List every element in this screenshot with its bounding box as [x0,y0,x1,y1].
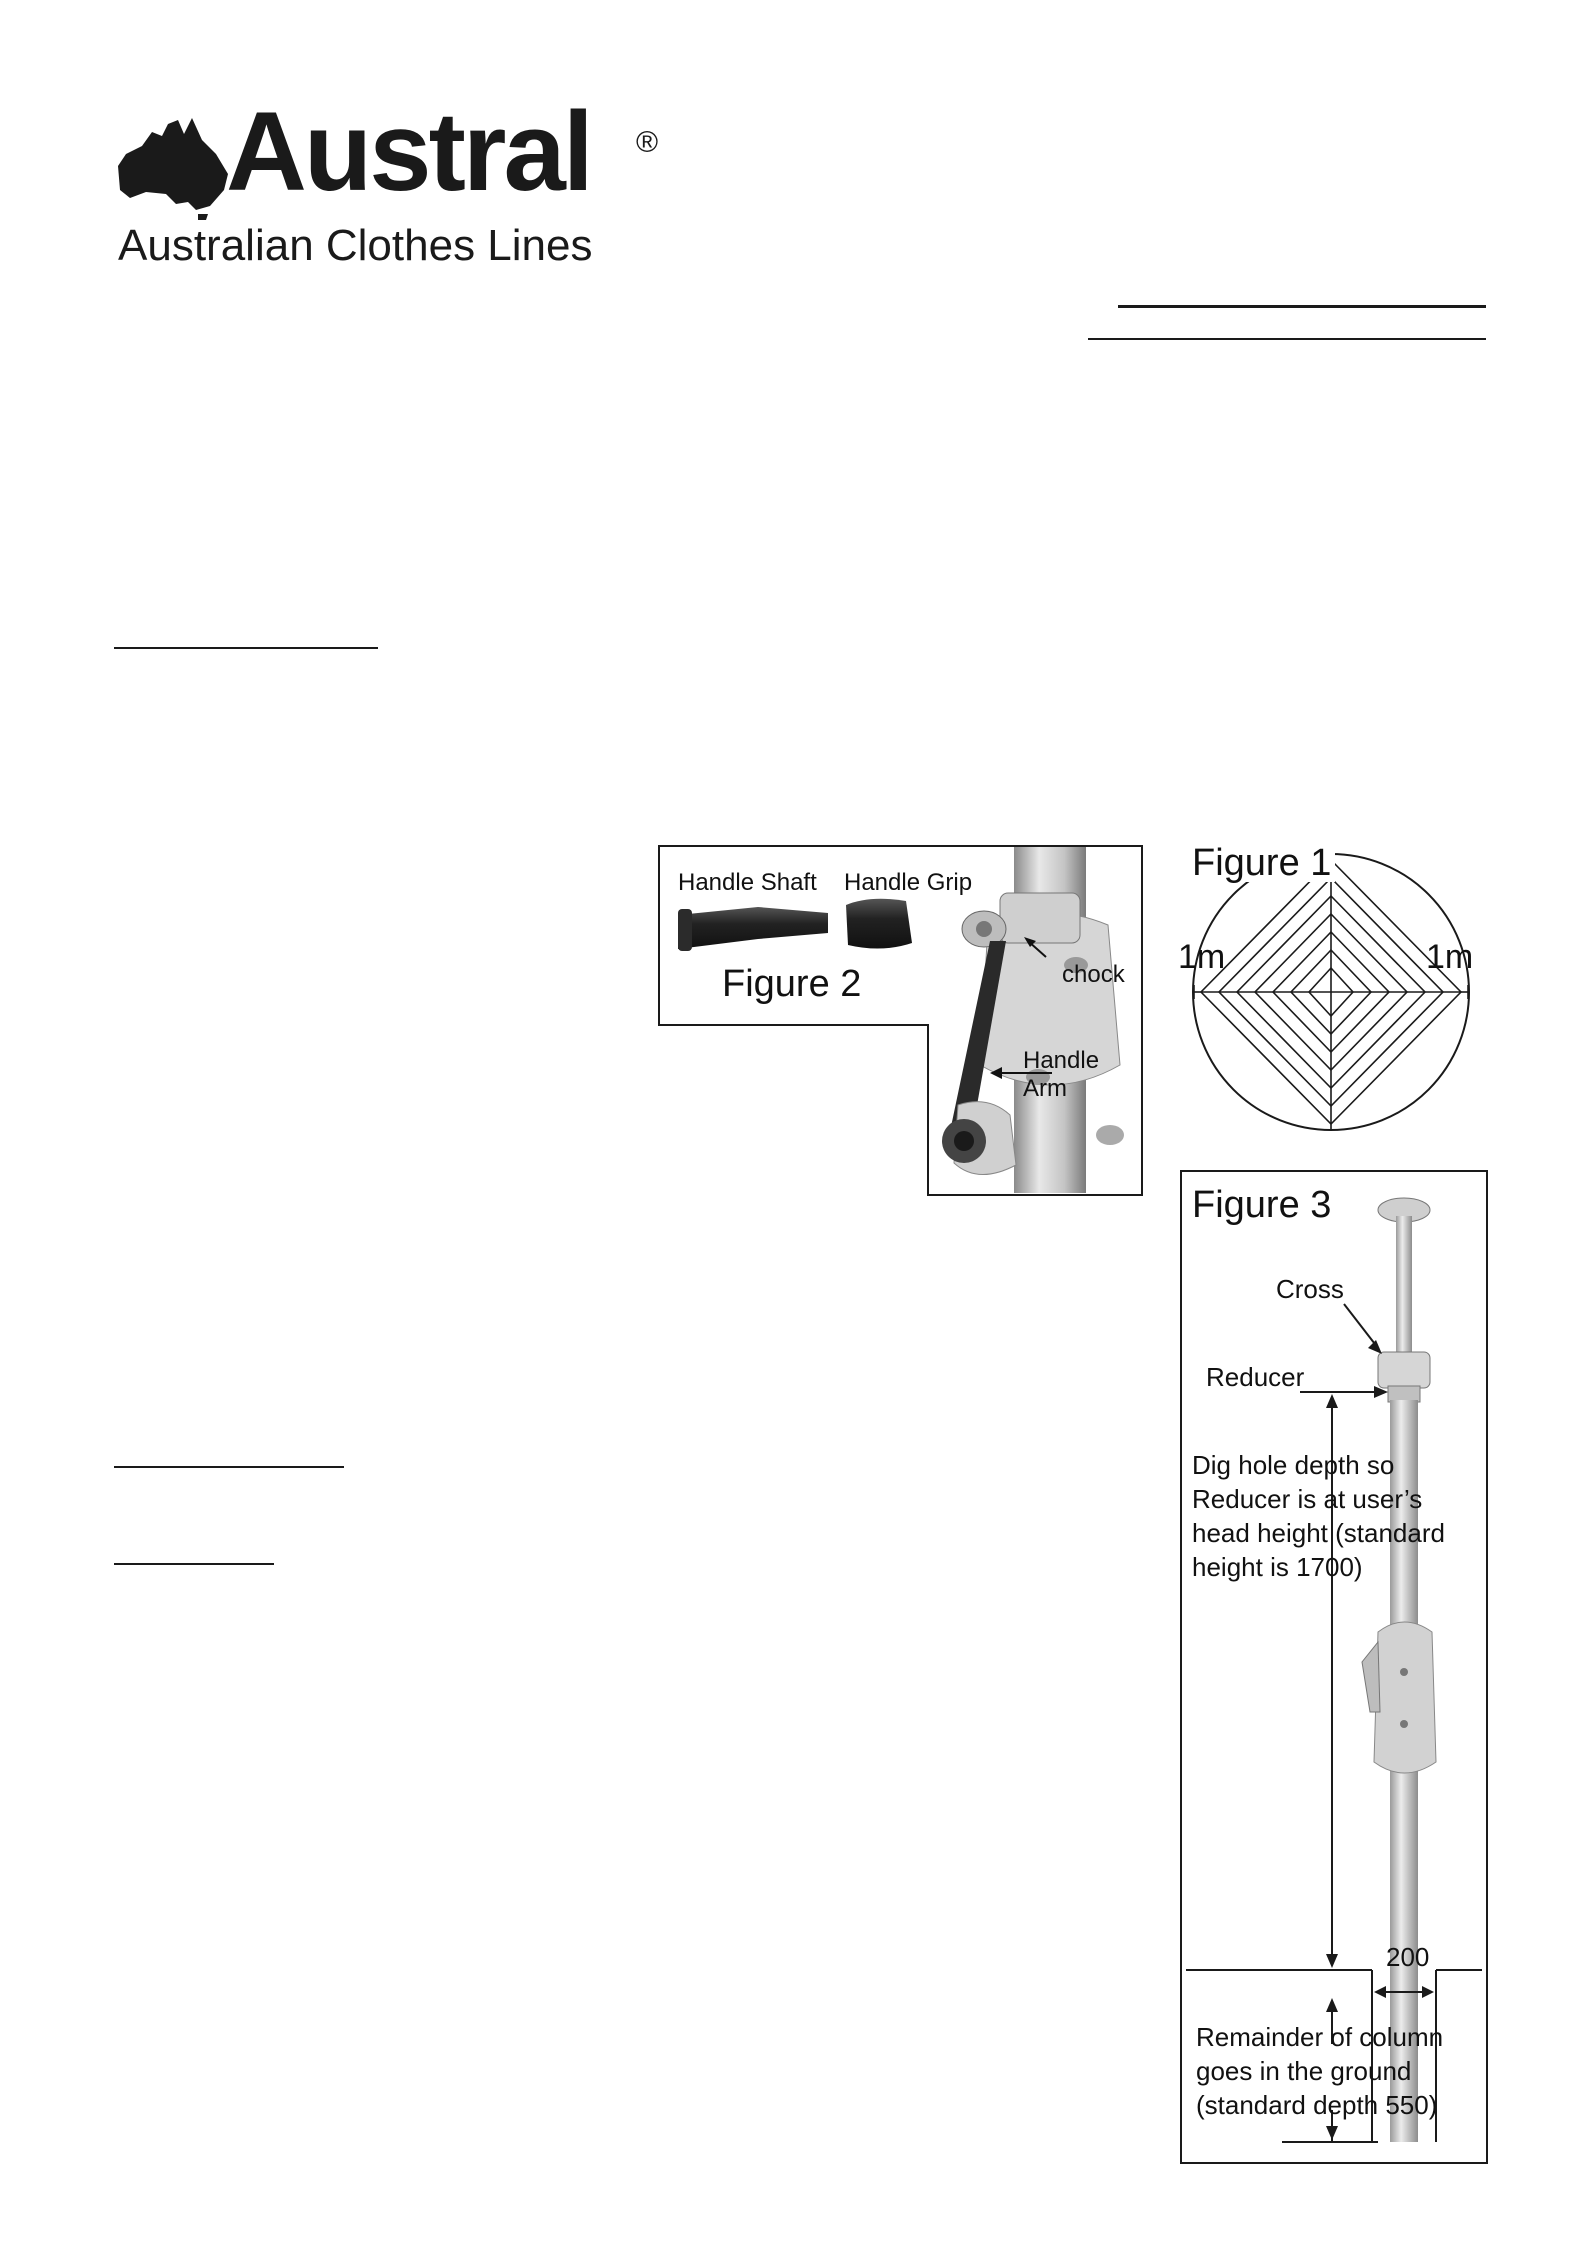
header-rule-2 [1088,338,1486,340]
label-remainder-line2: goes in the ground [1196,2056,1412,2086]
brand-logo-wordmark: Austral [226,89,591,214]
label-dig-line4: height is 1700) [1192,1552,1363,1582]
label-remainder-line3: (standard depth 550) [1196,2090,1438,2120]
label-dig-line3: head height (standard [1192,1518,1445,1548]
section-underline-2 [114,1466,344,1468]
brand-tagline: Australian Clothes Lines [118,221,593,270]
figure-1 [1176,840,1486,1140]
section-underline-1 [114,647,378,649]
label-dig-line1: Dig hole depth so [1192,1450,1395,1480]
figure-3-title: Figure 3 [1192,1184,1332,1226]
figure-2 [658,845,1144,1197]
header-rule-1 [1118,305,1486,308]
label-handle-arm-line2: Arm [1023,1075,1067,1102]
label-handle-shaft: Handle Shaft [678,869,817,896]
figure-1-title: Figure 1 [1188,844,1335,882]
australia-map-logo-icon [112,110,242,220]
section-underline-3 [114,1563,274,1565]
figure-2-title: Figure 2 [722,963,862,1005]
label-handle-grip: Handle Grip [844,869,973,896]
figure-3 [1180,1170,1488,2164]
label-remainder-line1: Remainder of column [1196,2022,1444,2052]
label-cross: Cross [1276,1274,1344,1304]
label-handle-arm-line1: Handle [1023,1047,1100,1074]
label-reducer: Reducer [1206,1362,1305,1392]
registered-mark: ® [636,126,659,159]
figure-1-right-dimension: 1m [1426,938,1474,976]
label-dig-line2: Reducer is at user’s [1192,1484,1423,1514]
label-chock: chock [1062,961,1125,988]
figure-1-left-dimension: 1m [1178,938,1226,976]
label-width-200: 200 [1386,1942,1430,1972]
